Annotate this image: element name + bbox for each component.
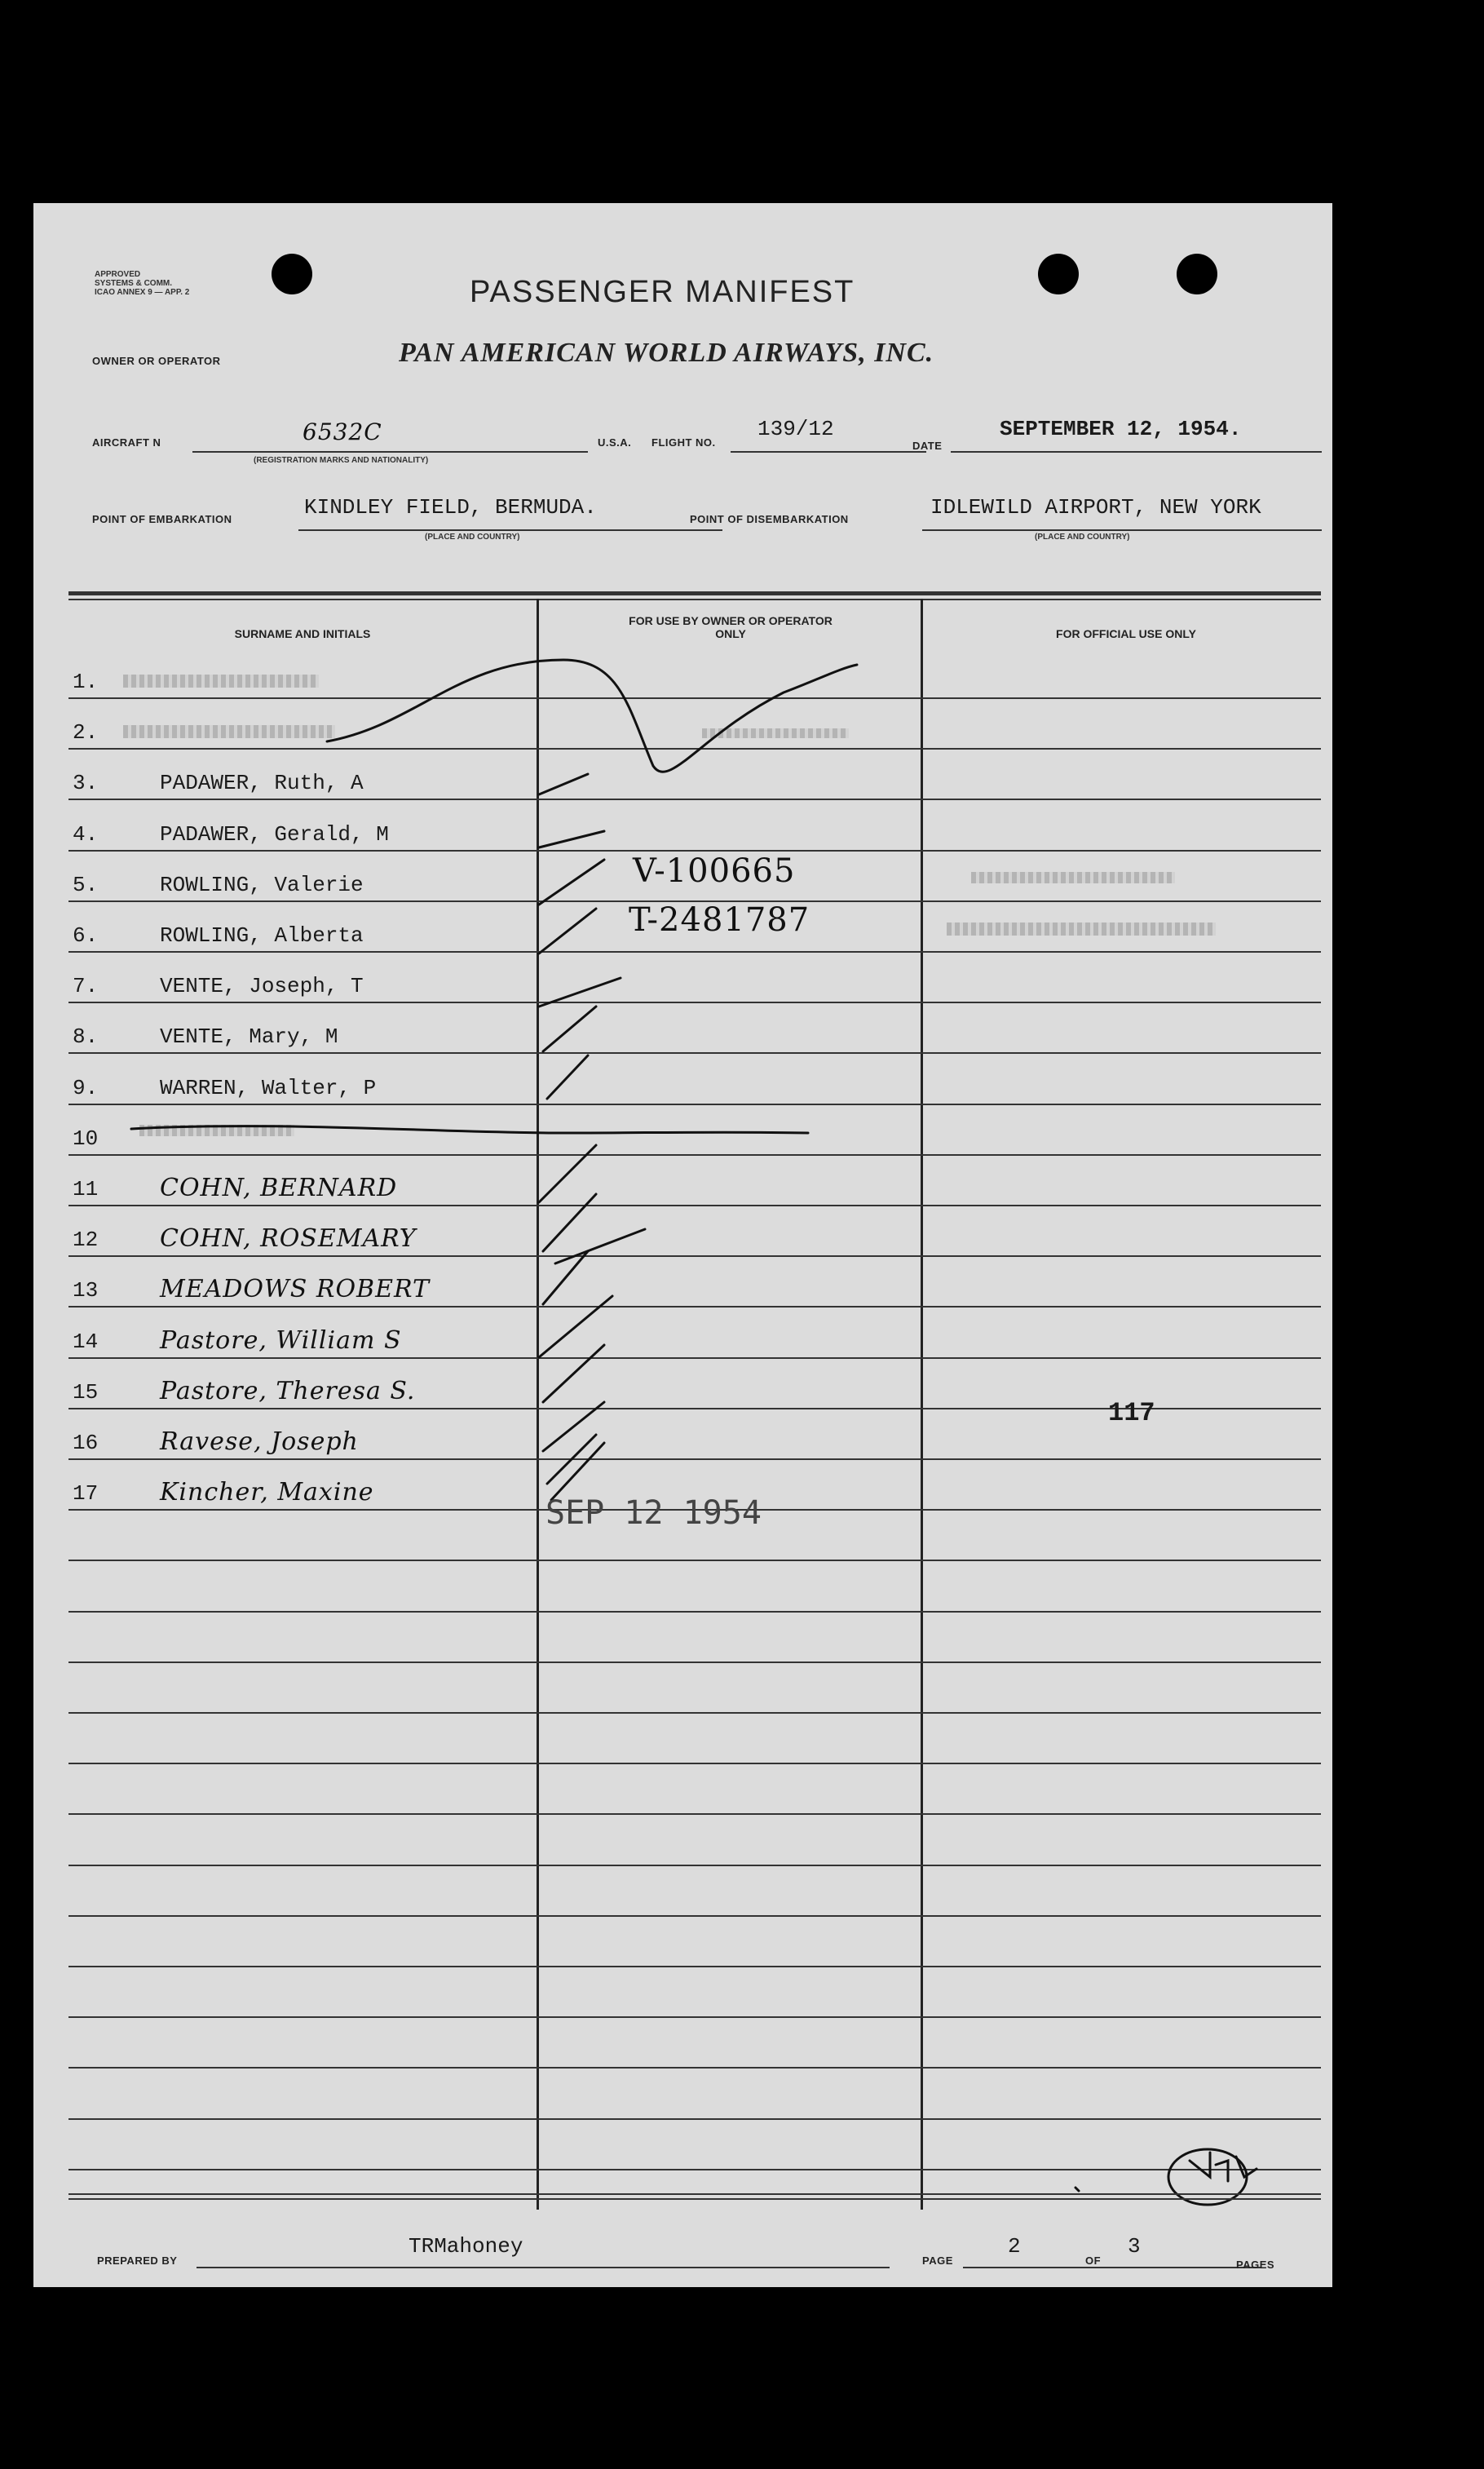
footer-rule: [68, 2193, 1321, 2195]
row-number: 17: [73, 1481, 99, 1506]
passenger-name: ROWLING, Alberta: [160, 923, 364, 948]
pages-label: PAGES: [1236, 2259, 1275, 2271]
owner-label: OWNER OR OPERATOR: [92, 355, 221, 367]
row-number: 14: [73, 1330, 99, 1354]
passenger-name: VENTE, Mary, M: [160, 1024, 338, 1049]
row-number: 16: [73, 1431, 99, 1455]
col-header-surname: SURNAME AND INITIALS: [234, 627, 371, 640]
operator-name: PAN AMERICAN WORLD AIRWAYS, INC.: [399, 338, 934, 368]
footer-rule-2: [68, 2198, 1321, 2200]
date-label: DATE: [912, 440, 943, 452]
passenger-name: Kincher, Maxine: [160, 1478, 374, 1507]
passenger-name: VENTE, Joseph, T: [160, 974, 364, 998]
of-label: OF: [1085, 2254, 1102, 2267]
official-count: 117: [1108, 1398, 1155, 1428]
passenger-name: Pastore, Theresa S.: [160, 1377, 416, 1405]
row-number: 10: [73, 1126, 99, 1151]
passenger-name: Ravese, Joseph: [160, 1427, 359, 1456]
row-number: 7.: [73, 974, 99, 998]
prepared-underline: [197, 2267, 890, 2268]
owner-note-row-6: T-2481787: [629, 901, 810, 939]
page-value: 2: [1008, 2234, 1021, 2259]
col-header-official: FOR OFFICIAL USE ONLY: [1056, 627, 1196, 640]
row-number: 4.: [73, 822, 99, 847]
row-number: 8.: [73, 1024, 99, 1049]
col-header-owner: FOR USE BY OWNER OR OPERATOR ONLY: [629, 614, 833, 640]
aircraft-value: 6532C: [303, 418, 382, 445]
row-number: 11: [73, 1177, 99, 1201]
pages-value: 3: [1128, 2234, 1141, 2259]
passenger-name: MEADOWS ROBERT: [160, 1275, 431, 1303]
row-number: 5.: [73, 873, 99, 897]
aircraft-label: AIRCRAFT N: [92, 436, 161, 449]
row-number: 12: [73, 1228, 99, 1252]
row-number: 6.: [73, 923, 99, 948]
prepared-label: PREPARED BY: [97, 2254, 178, 2267]
row-number: 3.: [73, 771, 99, 795]
prepared-value: TRMahoney: [409, 2234, 523, 2259]
disembark-label: POINT OF DISEMBARKATION: [690, 513, 849, 525]
flight-value: 139/12: [757, 417, 834, 441]
registration-note: (REGISTRATION MARKS AND NATIONALITY): [254, 456, 429, 465]
embark-value: KINDLEY FIELD, BERMUDA.: [304, 495, 597, 520]
disembark-value: IDLEWILD AIRPORT, NEW YORK: [930, 495, 1261, 520]
usa-label: U.S.A.: [598, 436, 632, 449]
manifest-sheet: [33, 203, 1332, 2287]
passenger-name: Pastore, William S: [160, 1326, 402, 1355]
row-number: 1.: [73, 670, 99, 694]
flight-label: FLIGHT NO.: [651, 436, 716, 449]
approval-note: APPROVED SYSTEMS & COMM. ICAO ANNEX 9 — APP. 2: [95, 270, 190, 297]
place-note-2: (PLACE AND COUNTRY): [1035, 533, 1130, 542]
embark-label: POINT OF EMBARKATION: [92, 513, 232, 525]
passenger-name: PADAWER, Ruth, A: [160, 771, 364, 795]
owner-note-row-5: V-100665: [633, 852, 796, 890]
passenger-name: WARREN, Walter, P: [160, 1076, 377, 1100]
row-number: 2.: [73, 720, 99, 745]
page-title: PASSENGER MANIFEST: [470, 275, 855, 309]
handwritten-marks: [33, 203, 1332, 2287]
passenger-name: ROWLING, Valerie: [160, 873, 364, 897]
passenger-name: COHN, ROSEMARY: [160, 1224, 417, 1253]
date-stamp: SEP 12 1954: [545, 1494, 762, 1532]
date-value: SEPTEMBER 12, 1954.: [1000, 417, 1242, 441]
row-number: 13: [73, 1278, 99, 1303]
page-label: PAGE: [922, 2254, 953, 2267]
page-underline: [963, 2267, 1118, 2268]
passenger-name: PADAWER, Gerald, M: [160, 822, 389, 847]
passenger-name: COHN, BERNARD: [160, 1174, 398, 1202]
row-number: 9.: [73, 1076, 99, 1100]
place-note-1: (PLACE AND COUNTRY): [425, 533, 520, 542]
row-number: 15: [73, 1380, 99, 1405]
